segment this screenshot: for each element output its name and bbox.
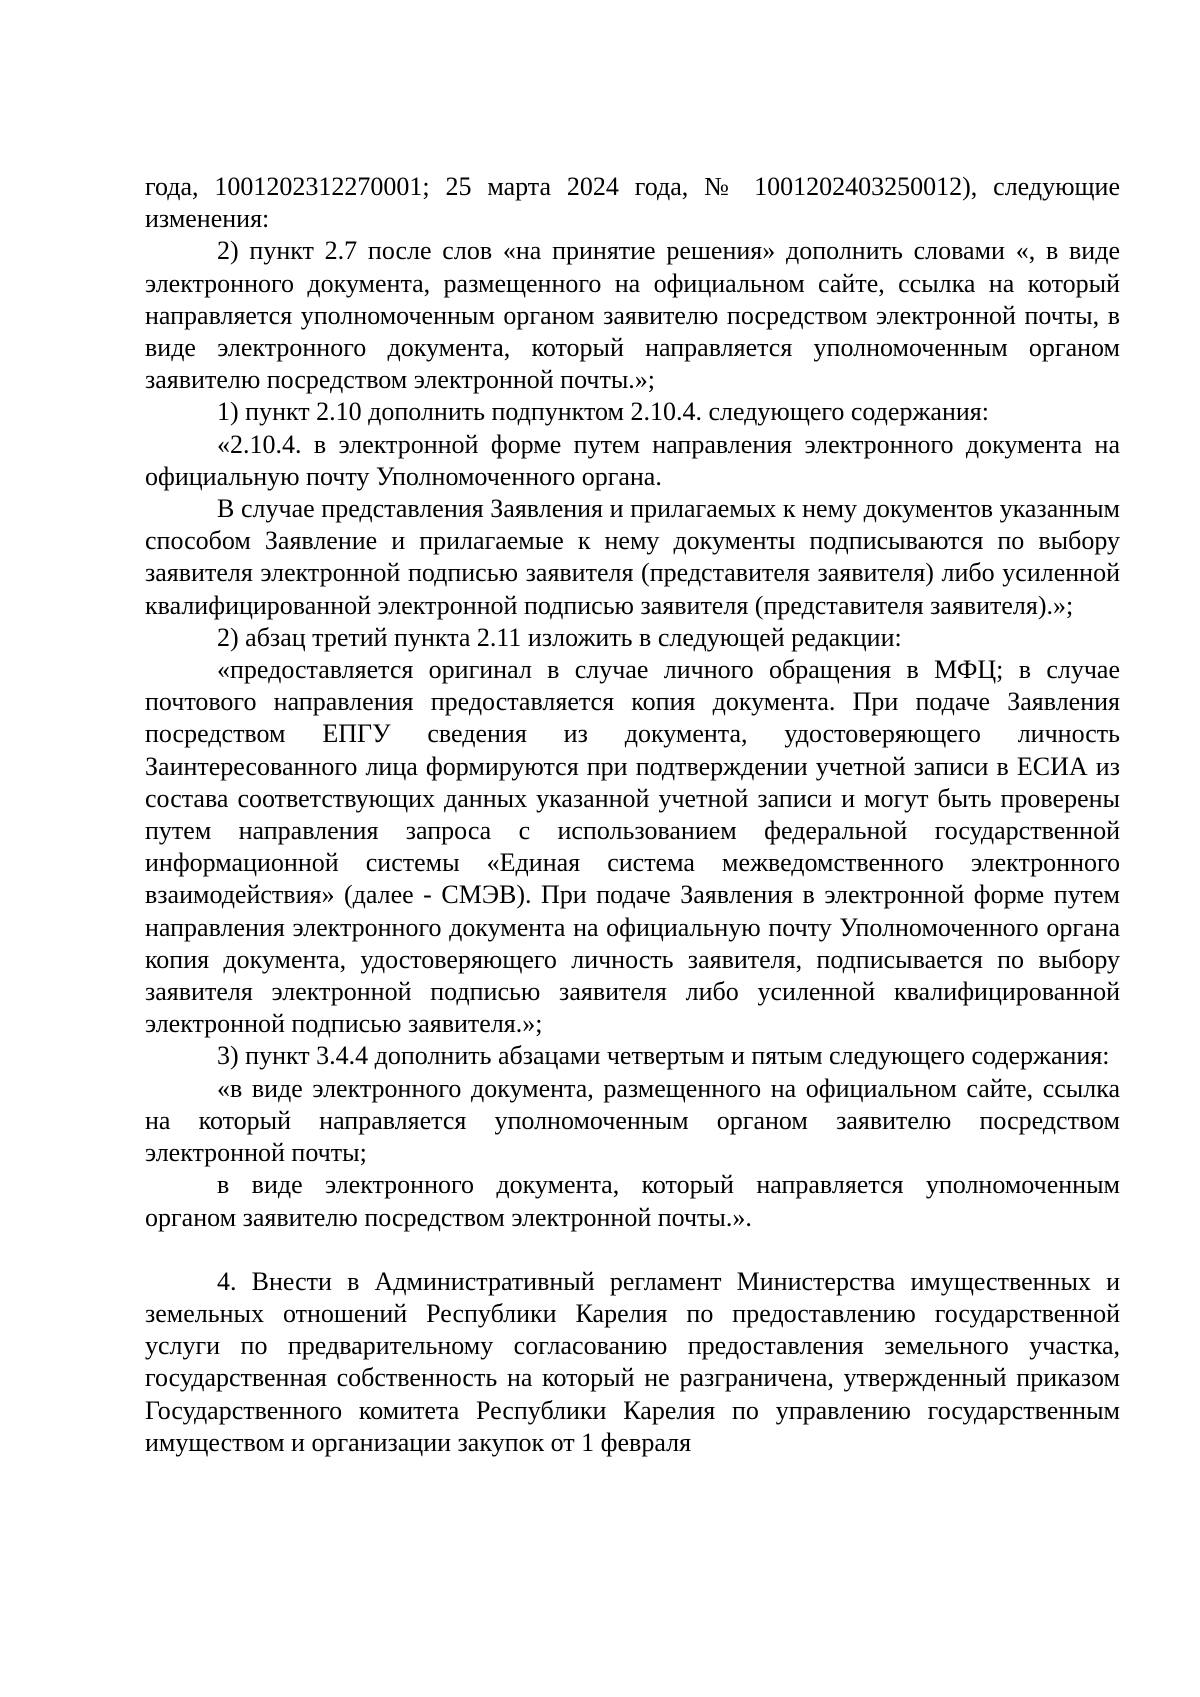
paragraph-item-3-4-4: 3) пункт 3.4.4 дополнить абзацами четвертым и пятым следующего содержания: (217, 1041, 1110, 1071)
paragraph-item-2-10: 1) пункт 2.10 дополнить подпунктом 2.10.4. следующего содержания: (217, 397, 989, 427)
paragraph-signature-rules: В случае представления Заявления и прилагаемых к нему документов указанным способом Заявление и прилагаемые к нему документы подписываются по выбору заявителя электронной подписью заявителя (представителя заявителя) либо усиленной квалифицированной электронной подписью заявителя (представителя заявителя).»; (145, 494, 1120, 620)
paragraph-item-4: 4. Внести в Административный регламент Министерства имущественных и земельных отношений Республики Карелия по предоставлению государственной услуги по предварительному согласованию предоставления земельного участка, государственная собственность на который не разграничена, утвержденный приказом Государственного комитета Республики Карелия по управлению государственным имуществом и организации закупок от 1 февраля (145, 1266, 1120, 1457)
paragraph-quote-3-4-4-a: «в виде электронного документа, размещенного на официальном сайте, ссылка на который направляется уполномоченным органом заявителю посредством электронной почты; (145, 1073, 1120, 1168)
paragraph-item-2-7: 2) пункт 2.7 после слов «на принятие решения» дополнить словами «, в виде электронного документа, размещенного на официальном сайте, ссылка на который направляется уполномоченным органом заявителю посредством электронной почты, в виде электронного документа, который направляется уполномоченным органом заявителю посредством электронной почты.»; (145, 236, 1120, 395)
paragraph-continuation: года, 1001202312270001; 25 марта 2024 года, № 1001202403250012), следующие изменения: (145, 172, 1120, 234)
paragraph-quote-2-10-4: «2.10.4. в электронной форме путем направления электронного документа на официальную почту Уполномоченного органа. (145, 429, 1120, 491)
paragraph-item-2-11: 2) абзац третий пункта 2.11 изложить в следующей редакции: (217, 622, 902, 652)
paragraph-quote-3-4-4-b: в виде электронного документа, который направляется уполномоченным органом заявителю посредством электронной почты.». (145, 1170, 1120, 1232)
document-body (145, 171, 1120, 1459)
paragraph-quote-2-11: «предоставляется оригинал в случае личного обращения в МФЦ; в случае почтового направления предоставляется копия документа. При подаче Заявления посредством ЕПГУ сведения из документа, удостоверяющего личность Заинтересованного лица формируются при подтверждении учетной записи в ЕСИА из состава соответствующих данных указанной учетной записи и могут быть проверены путем направления запроса с использованием федеральной государственной информационной системы «Единая система межведомственного электронного взаимодействия» (далее - СМЭВ). При подаче Заявления в электронной форме путем направления электронного документа на официальную почту Уполномоченного органа копия документа, удостоверяющего личность заявителя, подписывается по выбору заявителя электронной подписью заявителя либо усиленной квалифицированной электронной подписью заявителя.»; (145, 655, 1120, 1039)
